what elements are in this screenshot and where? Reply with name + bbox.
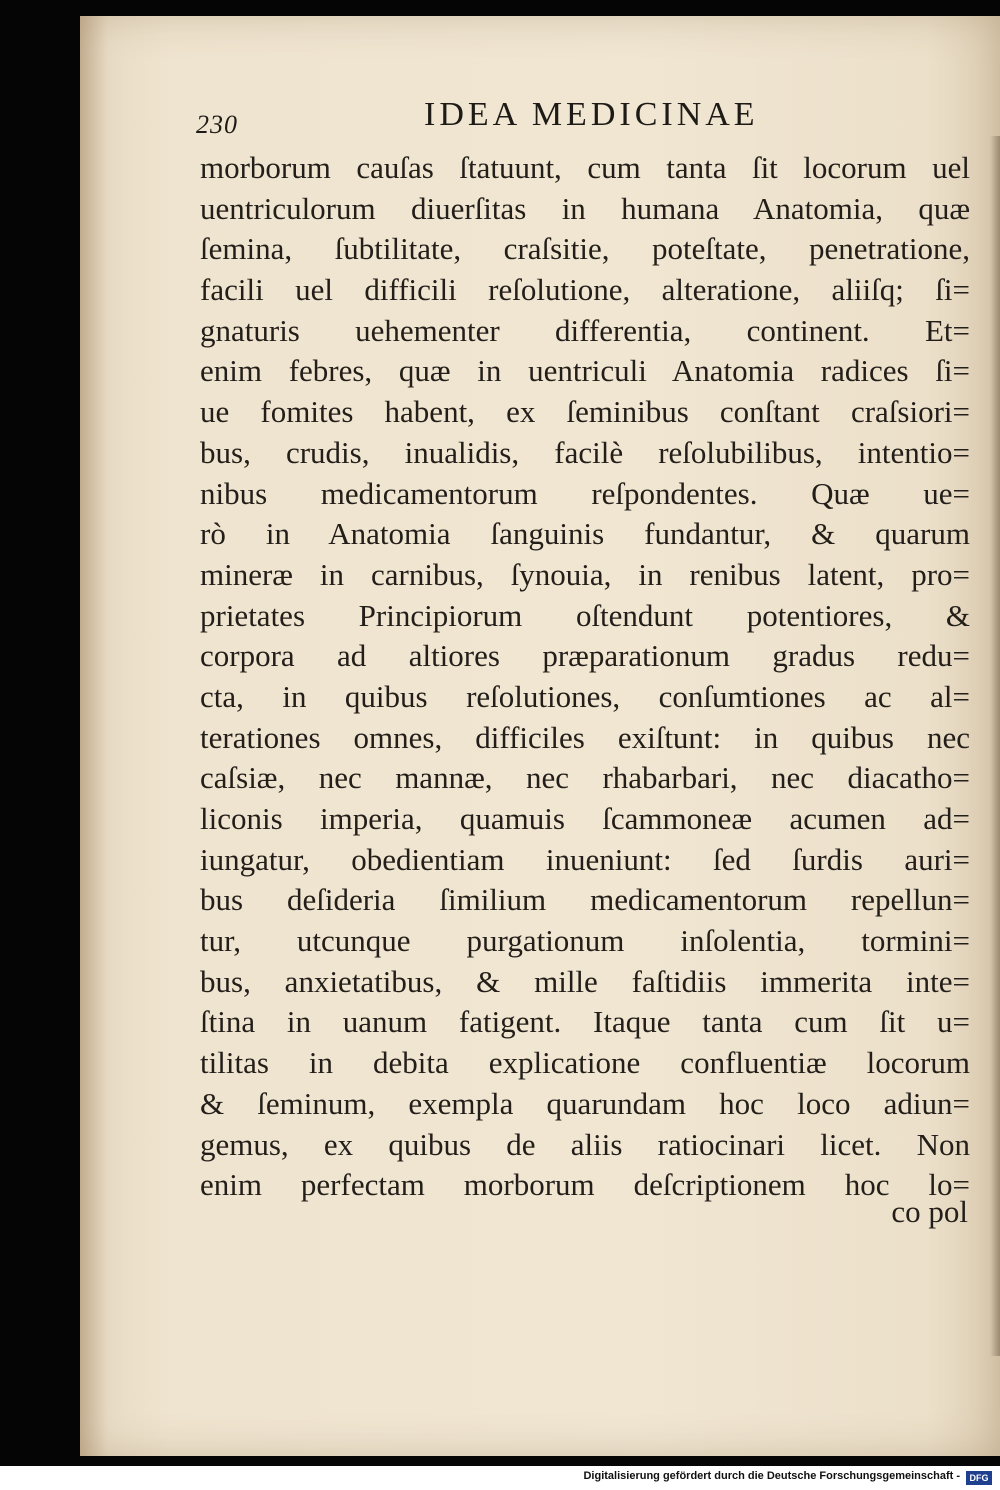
- text-line: enim perfectam morborum deſcriptionem hoc lo=: [200, 1167, 970, 1203]
- text-line: cta, in quibus reſolutiones, conſumtiones ac al=: [200, 678, 970, 714]
- footer-bar: [0, 1466, 1000, 1490]
- page-number: 230: [196, 110, 238, 139]
- dfg-logo: DFG: [966, 1471, 992, 1485]
- text-line: rò in Anatomia ſanguinis fundantur, & quarum: [200, 516, 970, 552]
- text-line: ſtina in uanum fatigent. Itaque tanta cum ſit u=: [200, 1004, 970, 1040]
- text-line: & ſeminum, exempla quarundam hoc loco adiun=: [200, 1085, 970, 1121]
- page-edge-shadow: [990, 136, 1000, 1356]
- text-line: mineræ in carnibus, ſynouia, in renibus latent, pro=: [200, 556, 970, 592]
- funding-credit: Digitalisierung gefördert durch die Deutsche Forschungsgemeinschaft -: [583, 1470, 960, 1482]
- text-line: ſemina, ſubtilitate, craſsitie, poteſtate, penetratione,: [200, 231, 970, 267]
- text-line: gemus, ex quibus de aliis ratiocinari licet. Non: [200, 1126, 970, 1162]
- running-head: [190, 96, 970, 140]
- text-line: gnaturis uehementer differentia, continent. Et=: [200, 312, 970, 348]
- text-line: facili uel difficili reſolutione, alteratione, aliiſq; ſi=: [200, 272, 970, 308]
- text-line: bus, anxietatibus, & mille faſtidiis immerita inte=: [200, 963, 970, 999]
- text-line: prietates Principiorum oſtendunt potentiores, &: [200, 597, 970, 633]
- text-line: tur, utcunque purgationum inſolentia, tormini=: [200, 923, 970, 959]
- text-line: bus deſideria ſimilium medicamentorum repellun=: [200, 882, 970, 918]
- text-line: morborum cauſas ſtatuunt, cum tanta ſit locorum uel: [200, 150, 970, 185]
- book-title: IDEA MEDICINAE: [424, 96, 759, 133]
- text-line: liconis imperia, quamuis ſcammoneæ acumen ad=: [200, 801, 970, 836]
- text-line: corpora ad altiores præparationum gradus redu=: [200, 638, 970, 674]
- text-line: nibus medicamentorum reſpondentes. Quæ ue=: [200, 475, 970, 511]
- text-line: iungatur, obedientiam inueniunt: ſed ſurdis auri=: [200, 841, 970, 877]
- text-line: ue fomites habent, ex ſeminibus conſtant craſsiori=: [200, 394, 970, 430]
- text-line: caſsiæ, nec mannæ, nec rhabarbari, nec diacatho=: [200, 760, 970, 796]
- text-line: terationes omnes, difficiles exiſtunt: in quibus nec: [200, 719, 970, 755]
- catchword: co pol: [891, 1194, 968, 1229]
- text-line: uentriculorum diuerſitas in humana Anatomia, quæ: [200, 190, 970, 226]
- text-line: enim febres, quæ in uentriculi Anatomia radices ſi=: [200, 353, 970, 389]
- text-line: tilitas in debita explicatione confluentiæ locorum: [200, 1045, 970, 1081]
- body-text: [200, 148, 970, 1206]
- text-line: bus, crudis, inualidis, facilè reſolubilibus, intentio=: [200, 434, 970, 470]
